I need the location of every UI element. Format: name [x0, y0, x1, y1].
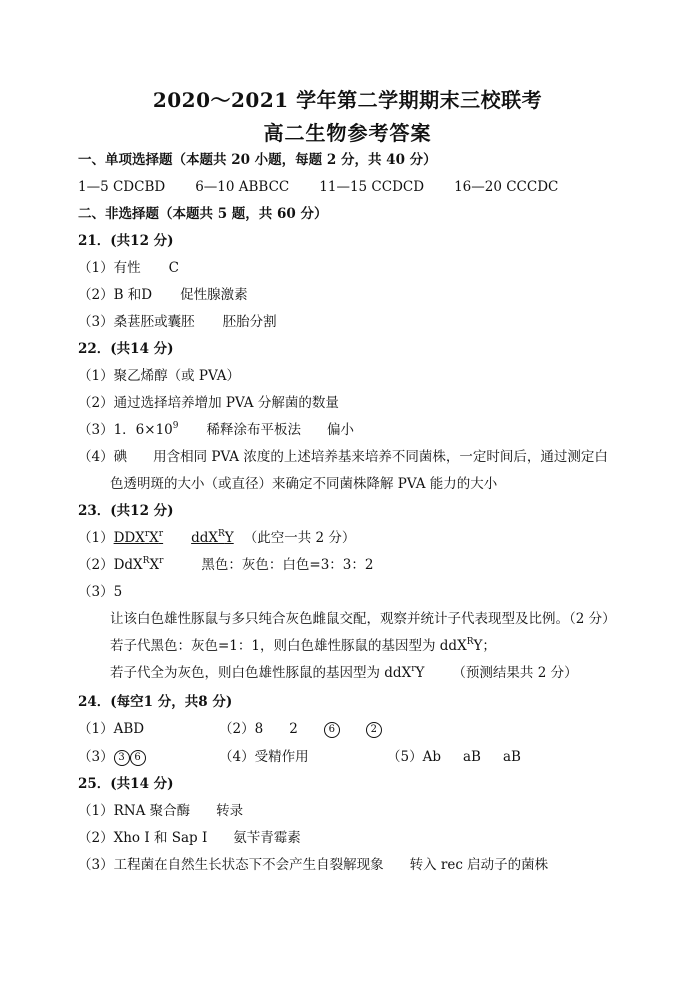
answer-text: 胚胎分割 — [222, 314, 277, 330]
q22-answer-1 — [78, 367, 240, 385]
answer-text: RNA 聚合酶 — [113, 803, 191, 819]
answer-key-title: 高二生物参考答案 — [263, 121, 432, 145]
answer-group-3: 11—15 CCDCD — [319, 179, 425, 195]
q21-answer-1 — [78, 259, 179, 277]
item-number: （1） — [78, 368, 114, 384]
prediction-text: 若子代全为灰色，则白色雄性豚鼠的基因型为 ddX — [110, 665, 412, 681]
answer-text: 聚乙烯醇（或 PVA） — [113, 368, 241, 384]
allele-sup: R — [218, 529, 225, 539]
prediction-text: Y； — [473, 638, 496, 654]
q25-answer-2 — [78, 829, 301, 847]
item-number: （2） — [219, 721, 255, 737]
answer-text: 用含相同 PVA 浓度的上述培养基来培养不同菌株，一定时间后，通过测定白 — [153, 449, 608, 465]
q24-answer-1 — [78, 720, 144, 738]
allele-sup: r — [411, 664, 416, 674]
score-note: （此空一共 2 分） — [243, 530, 356, 546]
q22-answer-3 — [78, 421, 354, 439]
answer-text: 有性 — [113, 260, 141, 276]
circled-number: 3 — [114, 750, 130, 766]
item-number: （3） — [78, 314, 114, 330]
item-number: （2） — [78, 287, 114, 303]
answer-text: 工程菌在自然生长状态下不会产生自裂解现象 — [113, 857, 384, 873]
allele-sup: r — [144, 529, 150, 539]
item-number: （2） — [78, 830, 114, 846]
answer-value: Ab — [422, 749, 441, 765]
allele-sup: R — [142, 556, 150, 566]
q23-answer-1 — [78, 529, 355, 547]
phenotype-ratio: 黑色：灰色：白色=3：3：2 — [201, 557, 374, 573]
item-number: （2） — [78, 557, 114, 573]
q22-answer-4-cont: 色透明斑的大小（或直径）来确定不同菌株降解 PVA 能力的大小 — [110, 476, 498, 492]
q22-answer-2 — [78, 394, 339, 412]
q24-answer-5 — [387, 748, 521, 766]
item-number: （1） — [78, 721, 114, 737]
q25-answer-3 — [78, 856, 548, 874]
circled-number: 2 — [366, 722, 382, 738]
answer-text: 桑葚胚或囊胚 — [113, 314, 195, 330]
genotype: X — [149, 557, 160, 573]
answer-text: 转录 — [216, 803, 244, 819]
score-note: （预测结果共 2 分） — [452, 665, 578, 681]
item-number: （3） — [78, 857, 114, 873]
q23-answer-3 — [78, 583, 122, 601]
q25-answer-1 — [78, 802, 243, 820]
prediction-text: 若子代黑色：灰色=1：1，则白色雄性豚鼠的基因型为 ddX — [110, 638, 467, 654]
q23-answer-2 — [78, 556, 373, 574]
q24-answer-2 — [219, 720, 382, 738]
item-number: （3） — [78, 584, 114, 600]
genotype: X — [149, 530, 159, 546]
item-number: （3） — [78, 749, 114, 765]
q23-answer-3-line3 — [110, 664, 578, 682]
answer-value: 8 — [254, 721, 264, 737]
answer-text: 促性腺激素 — [180, 287, 248, 303]
q22-heading: 22．(共14 分) — [78, 341, 174, 357]
genotype: ddX — [191, 530, 219, 546]
q21-answer-2 — [78, 286, 248, 304]
genotype-blank — [114, 530, 234, 546]
q23-heading: 23．(共12 分) — [78, 503, 174, 519]
q23-answer-3-line2 — [110, 637, 496, 655]
q24-answer-3 — [78, 748, 146, 766]
item-number: （5） — [387, 749, 423, 765]
item-number: （4） — [219, 749, 255, 765]
part1-answers — [78, 178, 558, 196]
exponent: 9 — [172, 421, 179, 431]
answer-text: 通过选择培养增加 PVA 分解菌的数量 — [113, 395, 339, 411]
allele-sup: r — [158, 529, 164, 539]
q21-answer-3 — [78, 313, 277, 331]
item-number: （1） — [78, 530, 114, 546]
q24-heading: 24．(每空1 分，共8 分) — [78, 694, 233, 710]
item-number: （1） — [78, 260, 114, 276]
answer-text: ABD — [113, 721, 145, 737]
part1-heading: 一、单项选择题（本题共 20 小题，每题 2 分，共 40 分） — [78, 152, 437, 168]
circled-number: 6 — [130, 750, 146, 766]
item-number: （4） — [78, 449, 114, 465]
answer-text: 受精作用 — [254, 749, 309, 765]
answer-value: aB — [502, 749, 521, 765]
q25-heading: 25．(共14 分) — [78, 776, 174, 792]
answer-group-1: 1—5 CDCBD — [78, 179, 166, 195]
answer-group-2: 6—10 ABBCC — [195, 179, 290, 195]
item-number: （3） — [78, 422, 114, 438]
genotype: DDX — [113, 530, 145, 546]
q22-answer-4 — [78, 448, 608, 466]
answer-value: 5 — [113, 584, 123, 600]
answer-text: 氨苄青霉素 — [233, 830, 301, 846]
answer-text: C — [168, 260, 179, 276]
exam-title: 2020～2021 学年第二学期期末三校联考 — [152, 88, 543, 112]
answer-text: B 和D — [113, 287, 153, 303]
answer-text: 碘 — [113, 449, 128, 465]
allele-sup: R — [466, 637, 474, 647]
q21-heading: 21．(共12 分) — [78, 233, 174, 249]
allele-sup: r — [159, 556, 164, 566]
answer-value: 2 — [289, 721, 298, 737]
answer-text: Xho I 和 Sap I — [113, 830, 208, 846]
item-number: （2） — [78, 395, 114, 411]
part2-heading: 二、非选择题（本题共 5 题，共 60 分） — [78, 206, 328, 222]
q24-answer-4 — [219, 748, 309, 766]
q23-answer-3-line1: 让该白色雄性豚鼠与多只纯合灰色雌鼠交配，观察并统计子代表现型及比例。（2 分） — [110, 611, 616, 627]
answer-group-4: 16—20 CCCDC — [454, 179, 559, 195]
circled-number: 6 — [324, 722, 340, 738]
genotype: DdX — [113, 557, 143, 573]
answer-value: 1．6×10 — [113, 422, 173, 438]
answer-text: 偏小 — [327, 422, 354, 438]
genotype: Y — [224, 530, 234, 546]
prediction-text: Y — [415, 665, 425, 681]
answer-text: 稀释涂布平板法 — [206, 422, 301, 438]
answer-text: 转入 rec 启动子的菌株 — [409, 857, 549, 873]
item-number: （1） — [78, 803, 114, 819]
answer-value: aB — [463, 749, 481, 765]
